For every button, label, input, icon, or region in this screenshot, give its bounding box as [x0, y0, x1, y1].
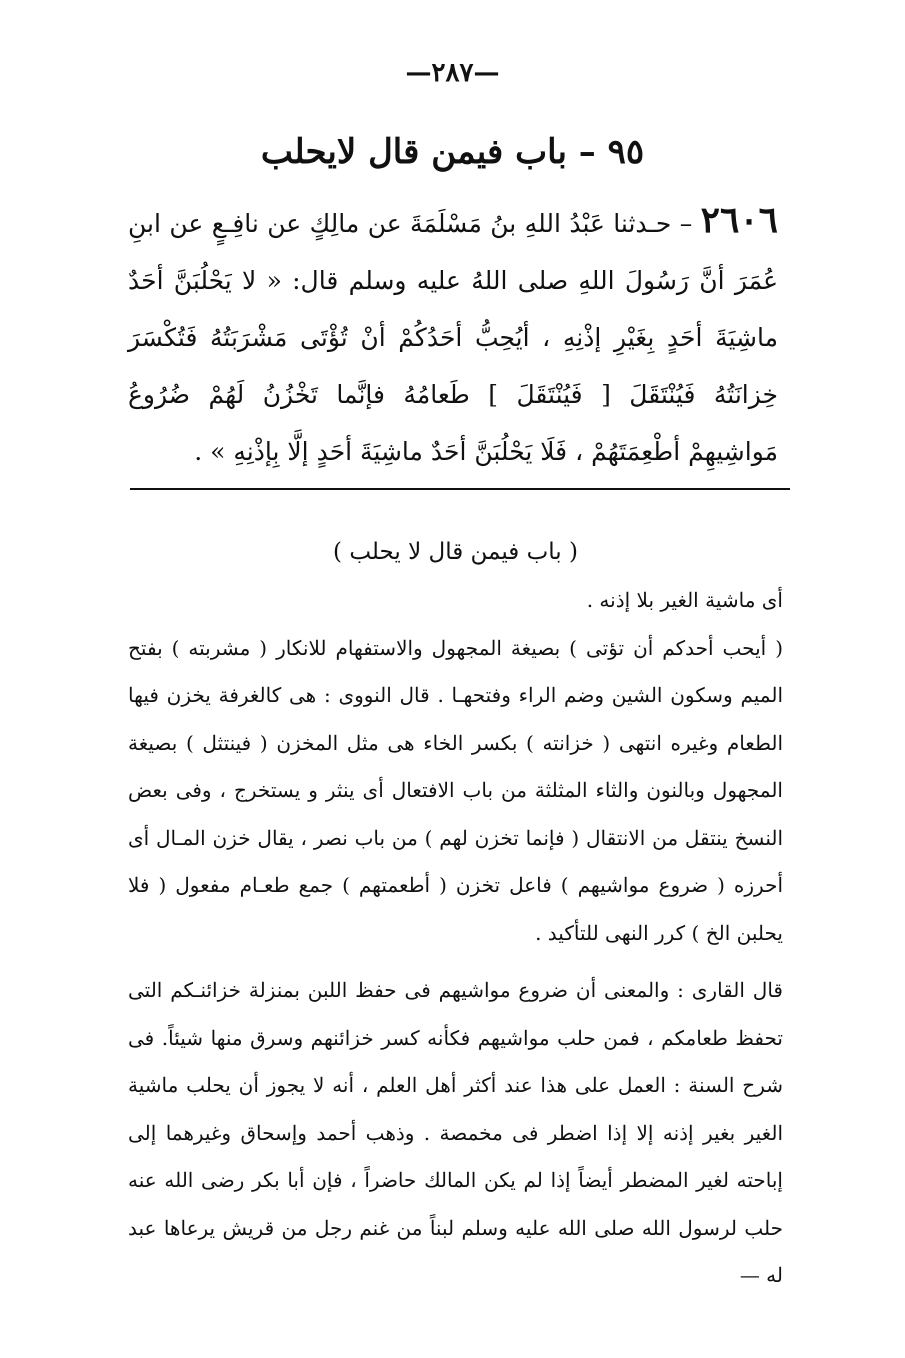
hadith-number: ٢٦٠٦: [700, 199, 778, 241]
hadith-text: [128, 192, 778, 480]
section-divider: [130, 488, 790, 490]
page-number: —٢٨٧—: [405, 58, 500, 88]
commentary-paragraph-2: ( أيحب أحدكم أن تؤتى ) بصيغة المجهول والاستفهام للانكار ( مشربته ) بفتح الميم وسكون الشين وضم الراء وفتحهـا . قال النووى : هى كالغرفة يخزن فيها الطعام وغيره انتهى ( خزانته ) بكسر الخاء هى مثل المخزن ( فينتثل ) بصيغة المجهول وبالنون والثاء المثلثة من باب الافتعال أى ينثر و يستخرج ، وفى بعض النسخ ينتقل من الانتقال ( فإنما تخزن لهم ) من باب نصر ، يقال خزن المـال أى أحرزه ( ضروع مواشيهم ) فاعل تخزن ( أطعمتهم ) جمع طعـام مفعول ( فلا يحلبن الخ ) كرر النهى للتأكيد .: [128, 635, 783, 945]
commentary-heading: ( باب فيمن قال لا يحلب ): [333, 539, 578, 565]
commentary-paragraph-3: قال القارى : والمعنى أن ضروع مواشيهم فى حفظ اللبن بمنزلة خزائنـكم التى تحفظ طعامكم ، فمن حلب مواشيهم فكأنه كسر خزائنهم وسرق منها شيئاً. فى شرح السنة : العمل على هذا عند أكثر أهل العلم ، أنه لا يجوز أن يحلب ماشية الغير بغير إذنه إلا إذا اضطر فى مخمصة . وذهب أحمد وإسحاق وغيرهما إلى إباحته لغير المضطر أيضاً إذا لم يكن المالك حاضراً ، فإن أبا بكر رضى الله عنه حلب لرسول الله صلى الله عليه وسلم لبناً من غنم رجل من قريش يرعاها عبد له —: [128, 978, 783, 1287]
chapter-title: ٩٥ – باب فيمن قال لايحلب: [260, 132, 645, 172]
hadith-body: – حـدثنا عَبْدُ اللهِ بنُ مَسْلَمَةَ عن مالِكٍ عن نافِـعٍ عن ابنِ عُمَرَ أنَّ رَسُولَ اللهِ صلى اللهُ عليه وسلم قال: « لا يَحْلُبَنَّ أحَدٌ ماشِيَةَ أحَدٍ بِغَيْرِ إذْنِهِ ، أيُحِبُّ أحَدُكُمْ أنْ تُؤْتَى مَشْرَبَتُهُ فَتُكْسَرَ خِزانَتُهُ فَيُنْتَقَلَ [ فَيُنْتَقَلَ ] طَعامُهُ فإنَّما تَخْزُنُ لَهُمْ ضُرُوعُ مَواشِيهِمْ أطْعِمَتَهُمْ ، فَلَا يَحْلُبَنَّ أحَدٌ ماشِيَةَ أحَدٍ إلَّا بِإذْنِهِ » .: [128, 209, 778, 466]
commentary-paragraph-1: أى ماشية الغير بلا إذنه .: [586, 588, 783, 612]
commentary-section: [128, 527, 783, 1300]
